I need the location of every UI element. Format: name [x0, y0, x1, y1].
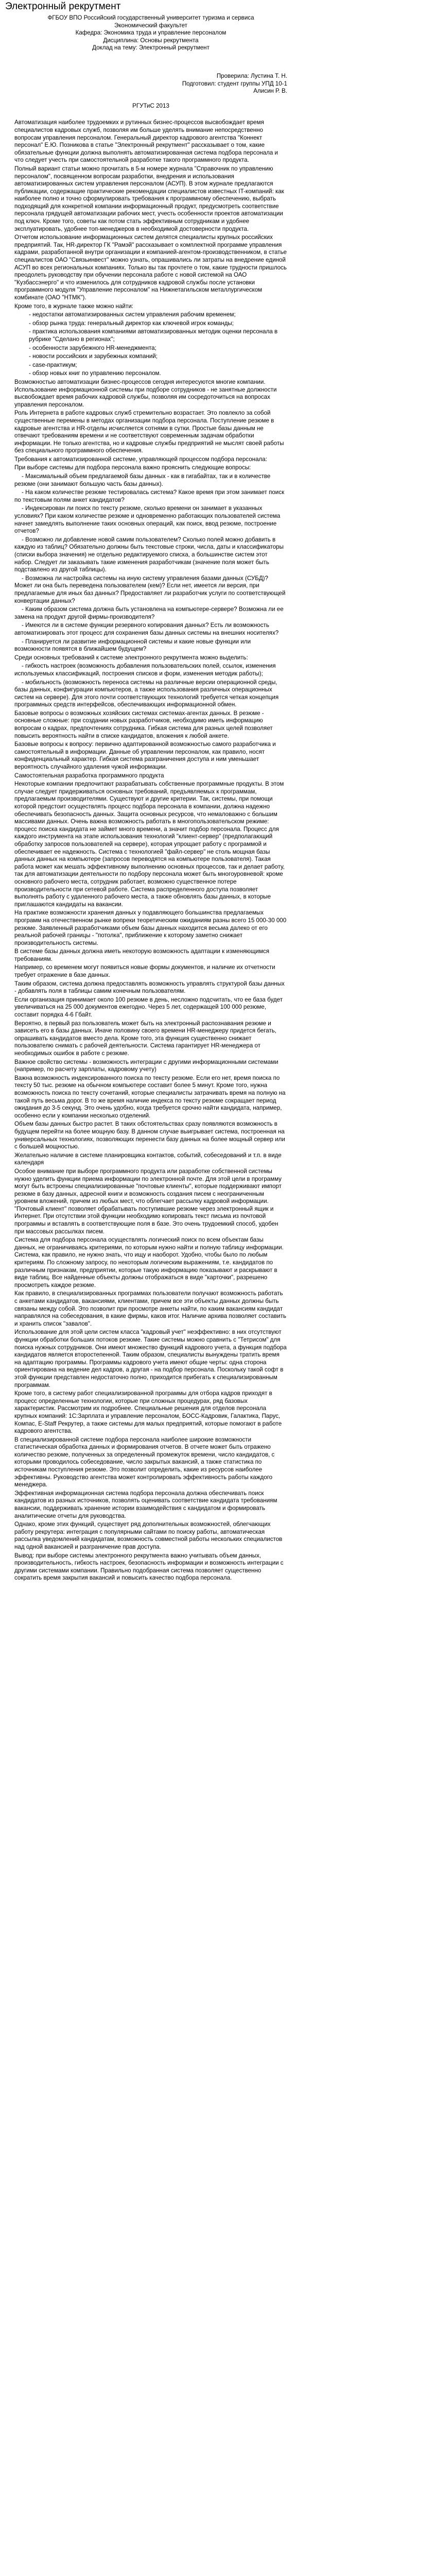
- paragraph: Эффективная информационная система подбора персонала должна обеспечивать поиск кандидатов из разных источников, позволять оценивать соответствие кандидата требованиям вакансии, поддерживать хранение истории взаимодействия с кандидатом и формировать аналитические отчеты для руководства.: [14, 1489, 277, 1519]
- paragraph: Требования к автоматизированной системе, управляющей процессом подбора персонала:: [14, 455, 267, 463]
- paragraph: - недостатки автоматизированных систем управления рабочим временем;: [29, 311, 236, 318]
- paragraph: Если организация принимает около 100 резюме в день, несложно подсчитать, что ее база будет увеличиваться на 25 000 документов ежегодно. Через 5 лет, содержащей 100 000 резюме, составит порядка 4-6 Гбайт.: [14, 996, 283, 1019]
- signature-line: Алисин Р. В.: [253, 88, 287, 95]
- paragraph: - мобильность (возможность переноса системы на различные версии операционной среды, базы данных, конфигурации компьютеров, а также использования различных операционных систем на сервере). Для этого почти соответствующих технологий требуется четкая концепция программных средств интерфейсов, обеспечивающих информационной обмен.: [14, 679, 279, 708]
- paragraph: Использование для этой цели систем класса "кадровый учет" неэффективно: в них отсутствуют функции обработки больших потоков резюме. Такие системы можно сравнить с "Тетрисом" для поиска нужных сотрудников. Они имеют множество функций кадрового учета, а функция подбора кандидатов является второстепенной. Таким образом, специалисты вынуждены тратить время на адаптацию программы. Программы кадрового учета имеют общие черты: одна сторона ориентирована на ведение дел кадров, а другая - на подбор персонала. Поскольку такой софт в этой функции представлен недостаточно полно, приходится прибегать к специализированным программам.: [14, 1329, 287, 1388]
- paragraph: На практике возможности хранения данных у подавляющего большинства предлагаемых программ на отечественном рынке вопреки теоретическим ожиданиям разны всего 15 000-30 000 резюме. Заявленный разработчиками объем базы данных находится весьма далеко от его реальной рабочей границы - "потолка", приближение к которому заметно снижает производительность системы.: [14, 909, 287, 946]
- signature-line: Подготовил: студент группы УПД 10-1: [182, 80, 287, 87]
- paragraph: Полный вариант статьи можно прочитать в 5-м номере журнала "Справочник по управлению персоналом", посвященном вопросам разработки, внедрения и использования автоматизированных систем управления персоналом (АСУП). В этом журнале предлагаются публикации, содержащие практические рекомендации специалистов известных IT-компаний: как наиболее полно и точно сформулировать требования к программному обеспечению, выбрать подходящий для конкретной компании информационный продукт, предусмотреть соответствие персонала грядущей автоматизации рабочих мест, учесть особенности проектов автоматизации под ключ. Кроме того, советы как потом стать эффективным сотрудникам и удобнее эксплуатировать, удобнее топ-менеджеров в необходимой достоверности продукта.: [14, 165, 284, 232]
- paragraph: - Имеются ли в системе функции резервного копирования данных? Есть ли возможность автоматизировать этот процесс для сохранения базы данных системы на внешних носителях?: [14, 622, 279, 636]
- paragraph: Вывод: при выборе системы электронного рекрутмента важно учитывать объем данных, производительность, гибкость настроек, безопасность информации и возможность интеграции с другими системами компании. Правильно подобранная система позволяет существенно сократить время закрытия вакансий и повысить качество подбора персонала.: [14, 1552, 284, 1582]
- signature-block: [14, 73, 287, 95]
- paragraph: Система для подбора персонала осуществлять логический поиск по всем объектам базы данных, не ограничиваясь критериями, по которым нужно найти и полную таблицу информации. Система, как правило, не нужно знать, что ищу и наоборот. Удобно, чтобы было по любым критериям. По сложному запросу, по некоторым логическим выражениям, т.е. кандидатов по различным признакам, предприятии, которые такую информацию показывают и раскрывают в виде таблиц. Все найденные объекты должны отображаться в виде "карточки", разрешено просмотреть каждое резюме.: [14, 1236, 284, 1289]
- paragraph: - обзор рынка труда: генеральный директор как ключевой игрок команды;: [29, 319, 234, 327]
- paragraph: Отчетом использование информационных систем делятся специалисты крупных российских предприятий. Так, HR-директор ГК "Рамэй" рассказывает о комплектной программе управления кадрами, разработанной внутри организации и компанией-агентом-производственником, в статье специалистов ОАО "Связьинвест" можно узнать, опрашивались ли затраты на внедрение единой АСУП во всех региональных компаниях. Только вы так прочтете о том, какие трудности пришлось преодолеть руководству при обучении персонала работе с новой системой на ОАО "Кузбассэнерго" и что изменилось для сотрудников кадровой службы после установки программного модуля "Управление персоналом" на Нижнетагильском металлургическом комбинате (ОАО "НТМК").: [14, 234, 287, 301]
- document-body: [14, 119, 287, 1582]
- paragraph: Кроме того, в журнале также можно найти:: [14, 302, 134, 310]
- page-title: Электронный рекрутмент: [5, 1, 121, 12]
- paragraph: Кроме того, в систему работ специализированной программы для отбора кадров приходят в процесс определенные технологии, которые при сложных процедурах, ряд базовых характеристик. Рассмотрим их подробнее. Специальные решения для отделов персонала крупных компаний: 1С:Зарплата и управление персоналом, БОСС-Кадровик, Галактика, Парус, Компас, E-Staff Рекрутер, а также системы для малых предприятий, которые помогают в работе кадрового агентства.: [14, 1390, 282, 1435]
- paragraph: Важна возможность индексированного поиска по тексту резюме. Если его нет, время поиска по тексту 50 тыс. резюме на обычном компьютере составит более 5 минут. Кроме того, нужна возможность поиска по тексту сочетаний, которые специалисты затрачивать время на полную на такой путь весьма дорог. В то же время наличие индекса по тексту резюме сокращает период ожидания до 3-5 секунд. Это очень удобно, когда требуется срочно найти кандидата, например, особенно если у компании несколько отделений.: [14, 1074, 286, 1119]
- paragraph: - Возможна ли настройка системы на иную систему управления базами данных (СУБД)? Может ли она быть переведена пользователем (кем)? Если нет, имеется ли версия, при предлагаемые для иных баз данных? Предоставляет ли разработчик услуги по соответствующей конвертации данных?: [14, 574, 286, 604]
- document: [14, 14, 287, 1582]
- paragraph: - Индексирован ли поиск по тексту резюме, сколько времени он занимает в указанных условиях? При каком количестве резюме и одновременно работающих пользователей система начнет замедлять выполнение таких основных операций, как поиск, ввод резюме, построение отчетов?: [14, 505, 281, 535]
- header-line: Кафедра: Экономика труда и управление персоналом: [75, 29, 226, 37]
- paragraph: Возможностью автоматизации бизнес-процессов сегодня интересуются многие компании. Использование информационной системы при подборе сотрудников - не занятные должности высвобождает время рабочих кадровой службы, позволяя им сосредоточиться на вопросах управления персоналом.: [14, 378, 277, 408]
- paragraph: Объем базы данных быстро растет. В таких обстоятельствах сразу появляются возможность в будущем перейти на более мощную базу. В данном случае выигрывает система, построенная на универсальных технологиях, позволяющих перенести базу данных на более мощный сервер или с большей мощностью.: [14, 1121, 285, 1150]
- paragraph: - гибкость настроек (возможность добавления пользовательских полей, ссылок, изменения используемых классификаций, построения списков и форм, изменения методик работы);: [14, 663, 276, 677]
- paragraph: - Каким образом система должна быть установлена на компьютере-сервере? Возможна ли ее замена на продукт другой фирмы-производителя?: [14, 606, 284, 620]
- paragraph: Базовые вопросы о возможных хозяйских системах системах-агентах данных. В резюме - основные сложные: при создании новых разработчиков, необходимо иметь информацию вопросам о кадрах, предпочтениях сотрудника. Гибкая система для разных целей позволяет повысить вероятность найти в списке кандидатов, вложения к любой анкете.: [14, 709, 273, 739]
- paragraph: Важное свойство системы - возможность интеграции с другими информационными системами (например, по расчету зарплаты, кадровому учету): [14, 1058, 278, 1073]
- paragraph: Самостоятельная разработка программного продукта: [14, 772, 164, 779]
- paragraph: Особое внимание при выборе программного продукта или разработке собственной системы нужно уделить функции приема информации по электронной почте. Для этой цели в программу могут быть встроены специализированные "почтовые клиенты", которые поддерживают импорт резюме в базу данных, адресной книги и возможность создания писем с неограниченным уровнем вложений, причем из любых мест, что облегчает рассылку кадровой информации. "Почтовый клиент" позволяет обрабатывать поступившие резюме через электронный ящик и Интернет. При отсутствии этой функции необходимо копировать текст письма из почтовой программы и вставлять в соответствующие поля в базе. Это очень трудоемкий способ, удобен при массовых рассылках писем.: [14, 1167, 282, 1235]
- page: [0, 1, 436, 1582]
- paragraph: В специализированной системе подбора персонала наиболее широкие возможности статистическая обработка данных и формирования отчетов. В отчете может быть отражено количество резюме, полученных за определенный промежуток времени, число кандидатов, с которыми проводилось собеседование, число закрытых вакансий, а также статистика по источникам поступления резюме. Это позволит определить, какие из ресурсов наиболее эффективны. Руководство агентства может контролировать эффективность работы каждого менеджера.: [14, 1436, 275, 1488]
- paragraph: - новости российских и зарубежных компаний;: [29, 353, 158, 360]
- paragraph: Например, со временем могут появиться новые формы документов, и наличие их отчетности требует отражение в базе данных.: [14, 964, 275, 979]
- header-line: Дисциплина: Основы рекрутмента: [103, 37, 199, 44]
- header-line: ФГБОУ ВПО Российский государственный университет туризма и сервиса: [47, 14, 254, 21]
- paragraph: Вероятно, в первый раз пользователь может быть на электронный распознавания резюме и зависеть его в базы данных. Иначе половину своего времени HR-менеджеру придется бегать, опрашивать кандидатов вместо дела. Кроме того, эта функция существенно снижает пользователю снимать с рабочей деятельности. Система гарантирует HR-менеджера от необходимых ошибок в работе с резюме.: [14, 1020, 277, 1057]
- header-line: Доклад на тему: Электронный рекрутмент: [92, 44, 210, 52]
- paragraph: - Планируется ли развитие информационной системы и какие новые функции или возможности появятся в ближайшем будущем?: [14, 638, 251, 653]
- paragraph: - Максимальный объем предлагаемой базы данных - как в гигабайтах, так и в количестве резюме (они занимают большую часть базы данных).: [14, 473, 271, 487]
- paragraph: Как правило, в специализированных программах пользователи получают возможность работать с анкетами кандидатов, вакансиями, клиентами, причем все эти объекты данных должны быть связаны между собой. Это позволит при просмотре анкеты найти, по каким вакансиям кандидат направлялся на собеседования, в какие фирмы, каков итог. Наличие архива позволяет составить и хранить список "завалов".: [14, 1290, 286, 1327]
- paragraph: - особенности зарубежного HR-менеджмента;: [29, 344, 156, 351]
- paragraph: Среди основных требований к системе электронного рекрутмента можно выделить:: [14, 654, 248, 661]
- paragraph: - Возможно ли добавление новой самим пользователем? Сколько полей можно добавить в каждую из таблиц? Обязательно должны быть текстовые строки, числа, даты и классификаторы (списки выбора значения) не отдельно редактируемого списка, а большинстве систем этот набор. Следует ли заказывать такие изменения разработчикам (значение поля может быть подставлено из другой таблицы).: [14, 536, 284, 573]
- paragraph: Некоторые компании предпочитают разрабатывать собственные программные продукты. В этом случае следует придерживаться основных требований, предъявляемых к программам, предлагаемым производителями. Существуют и другие критерии. Так, системы, при помощи которой предстоит осуществлять процесс подбора персонала в компании, должна надежно обеспечивать безопасность данных. Защита основных ресурсов, что немаловажно с большим массивами данных. Очень важна возможность работать в многопользовательском режиме: процесс поиска кандидата не займет много времени, а значит подбор персонала. Процесс для каждого инструмента на этапе использования технологий "клиент-сервер" (предполагающий обработку запросов пользователей на сервере), которая упрощает работу с программой и обеспечивает ее надежность. Система с технологией "файл-сервер" не столь мощная базы данных данных на компьютере (запросов переводятся на компьютере пользователя). Такая работа может как мешать эффективному выполнению основных процессов, так и делает работу, так для автоматизации деятельности по подбору персонала может быть многоуровневой: кроме основного рабочего места, сотрудник работает, возможно существенное потере производительности при сетевой работе. Система распределенного доступа позволяет выполнять работу с удаленного рабочего места, а также обновлять базы данных, в которые приглашаются кандидаты на вакансии.: [14, 781, 285, 908]
- paragraph: - case-практикум;: [29, 361, 77, 368]
- paragraph: При выборе системы для подбора персонала важно прояснить следующие вопросы:: [14, 464, 251, 471]
- paragraph: В системе базы данных должна иметь некоторую возможность адаптации к изменяющимся требованиям.: [14, 948, 270, 962]
- paragraph: Автоматизация наиболее трудоемких и рутинных бизнес-процессов высвобождает время специалистов кадровых служб, позволяя им больше уделять внимание непосредственно вопросам управления персоналом. Генеральный директор кадрового агентства "Коннект персонал" Е.Ю. Позникова в статье "Электронный рекрутмент" рассказывает о том, какие обязательные функции должна выполнять автоматизированная система подбора персонала и что следует учесть при самостоятельной разработке такого программного продукта.: [14, 119, 278, 164]
- paragraph: Базовые вопросы к вопросу: первично адаптированной возможностью самого разработчика и самостоятельный в информации. Данные об управлении персоналом, как правило, носят конфиденциальный характер. Гибкая система разграничения доступа и ним уменьшает вероятность случайного удаления чужой информации.: [14, 741, 276, 771]
- paragraph: Роль Интернета в работе кадровых служб стремительно возрастает. Это повлекло за собой существенные перемены в методах организации подбора персонала. Поступление резюме в кадровые агентства и HR-отделы исчисляется сотнями в сутки. Простые базы данным не отвечают требованиям времени и не соответствуют современным задачам обработки информации. Не только агентства, но и кадровые службы предприятий не мыслят своей работы без специального программного обеспечения.: [14, 410, 284, 454]
- paragraph: - практика использования компаниями автоматизированных методик оценки персонала в рубрике "Сделано в регионах";: [29, 328, 278, 343]
- paragraph: Желательно наличие в системе планировщика контактов, событий, собеседований и т.п. в виде календаря: [14, 1151, 282, 1166]
- paragraph: Однако, кроме этих функций, существует ряд дополнительных возможностей, облегчающих работу рекрутера: интеграция с популярными сайтами по поиску работы, автоматическая рассылка уведомлений кандидатам, возможность совместной работы нескольких специалистов над одной вакансией и разграничение прав доступа.: [14, 1521, 283, 1550]
- header-line: Экономический факультет: [114, 22, 187, 29]
- paragraph: Таким образом, система должна предоставлять возможность управлять структурой базы данных - добавлять поля в таблицы самим конечным пользователям.: [14, 980, 285, 995]
- paragraph: - обзор новых книг по управлению персоналом.: [29, 370, 161, 377]
- date-line: РГУТиС 2013: [132, 102, 169, 109]
- paragraph: - На каком количестве резюме тестировалась система? Какое время при этом занимает поиск по текстовым полям анкет кандидатов?: [14, 489, 285, 503]
- signature-line: Проверила: Лустина Т. Н.: [216, 72, 287, 79]
- title-block: [14, 14, 287, 52]
